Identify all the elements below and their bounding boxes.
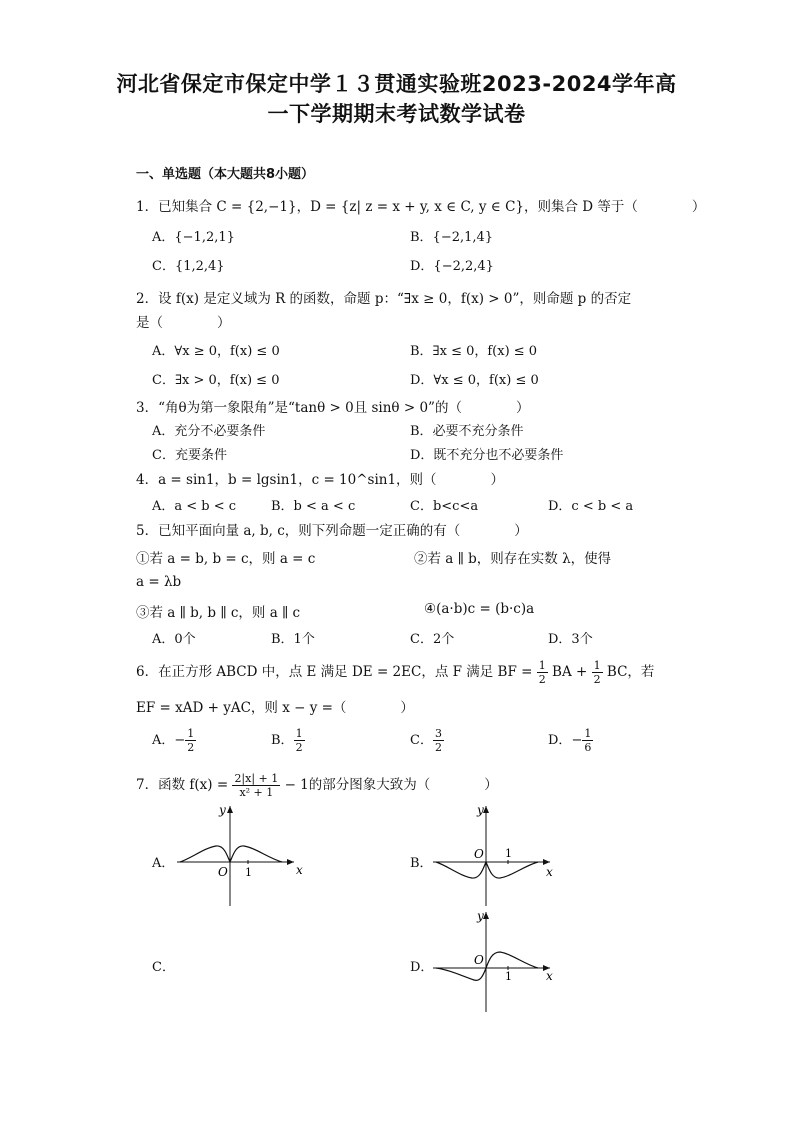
svg-text:1: 1 [505,970,512,983]
graph-option-b [428,800,558,910]
question-1-option-a: A．{−1,2,1} [152,230,235,245]
question-4-option-d: D．c < b < a [548,499,634,514]
question-5-option-d: D．3个 [548,632,593,647]
question-5-stem: 5．已知平面向量 a, b, c，则下列命题一定正确的有（ ） [136,523,528,539]
question-4-option-a: A．a < b < c [152,499,237,514]
question-6-stem-part-c: BC，若 [606,664,655,680]
question-2-option-d: D．∀x ≤ 0，f(x) ≤ 0 [410,373,539,388]
question-3-option-b: B．必要不充分条件 [410,424,524,439]
question-5-option-b: B．1个 [271,632,315,647]
question-7-option-b-label: B． [410,856,433,871]
question-4-option-b: B．b < a < c [271,499,356,514]
graph-option-d [428,906,558,1016]
question-6-stem-line-1 [136,659,654,686]
svg-text:1: 1 [505,847,512,860]
question-6-stem-part-b: BA + [552,664,588,680]
svg-text:O: O [474,953,484,967]
svg-text:1: 1 [245,866,252,879]
title-line-1: 河北省保定市保定中学１３贯通实验班2023-2024学年高 [116,72,677,96]
question-1-option-d: D．{−2,2,4} [410,259,494,274]
graph-option-a [172,800,302,910]
question-5-item-4: ④(a·b)c = (b·c)a [424,601,535,617]
question-5-item-2-cont: a = λb [136,574,182,590]
svg-text:x: x [546,865,553,879]
question-3-stem: 3．“角θ为第一象限角”是“tanθ > 0且 sinθ > 0”的（ ） [136,400,530,416]
svg-text:y: y [477,909,484,923]
question-3-option-d: D．既不充分也不必要条件 [410,448,564,463]
question-7-option-c-label: C． [152,960,175,975]
fraction-one-half: $\frac{1}{2}$ [538,659,546,686]
question-1-option-c: C．{1,2,4} [152,259,225,274]
question-5-item-2: ②若 a ∥ b，则存在实数 λ，使得 [414,551,612,567]
svg-text:y: y [219,803,226,817]
question-2-stem-line-2: 是（ ） [136,315,231,331]
question-4-option-c: C．b<c<a [410,499,479,514]
question-1-stem: 1．已知集合 C = {2,−1}，D = {z| z = x + y, x ∈ C, y ∈ C}，则集合 D 等于（ ） [136,199,706,215]
question-5-item-3: ③若 a ∥ b, b ∥ c，则 a ∥ c [136,605,301,621]
question-7-option-d-label: D． [410,960,434,975]
question-3-option-c: C．充要条件 [152,448,227,463]
question-6-option-a: A．− $\frac{1}{2}$ [152,727,195,754]
svg-text:O: O [474,847,484,861]
question-6-stem-part-a: 6．在正方形 ABCD 中，点 E 满足 DE = 2EC，点 F 满足 BF = [136,664,533,680]
question-2-option-c: C．∃x > 0，f(x) ≤ 0 [152,373,280,388]
question-4-stem: 4．a = sin1，b = lgsin1，c = 10^sin1，则（ ） [136,472,505,488]
question-2-option-b: B．∃x ≤ 0，f(x) ≤ 0 [410,344,538,359]
question-6-option-c: C． $\frac{3}{2}$ [410,727,442,754]
function-fraction: $\frac{2|x| + 1}{\text{x² + 1}}$ [234,772,279,799]
question-7-option-a-label: A． [152,856,175,871]
question-6-stem-line-2: EF = xAD + yAC，则 x − y =（ ） [136,700,414,716]
title-line-2: 一下学期期末考试数学试卷 [267,102,526,126]
question-2-stem-line-1: 2．设 f(x) 是定义域为 R 的函数，命题 p：“∃x ≥ 0，f(x) > 0”，则命题 p 的否定 [136,291,632,307]
question-3-option-a: A．充分不必要条件 [152,424,266,439]
svg-text:y: y [477,803,484,817]
question-7-stem: 7．函数 f(x) = $\frac{2|x| + 1}{\text{x² + 1}}$ − 1的部分图象大致为（ ） [136,772,498,799]
question-2-option-a: A．∀x ≥ 0，f(x) ≤ 0 [152,344,280,359]
question-5-item-1: ①若 a = b, b = c，则 a = c [136,551,316,567]
svg-text:O: O [218,865,228,879]
question-5-option-c: C．2个 [410,632,455,647]
svg-text:x: x [546,969,553,983]
question-6-option-b: B． $\frac{1}{2}$ [271,727,303,754]
question-5-option-a: A．0个 [152,632,196,647]
question-6-option-d: D．− $\frac{1}{6}$ [548,727,592,754]
fraction-one-half: $\frac{1}{2}$ [593,659,601,686]
question-1-option-b: B．{−2,1,4} [410,230,494,245]
svg-text:x: x [296,863,303,877]
section-heading: 一、单选题（本大题共8小题） [136,167,315,182]
